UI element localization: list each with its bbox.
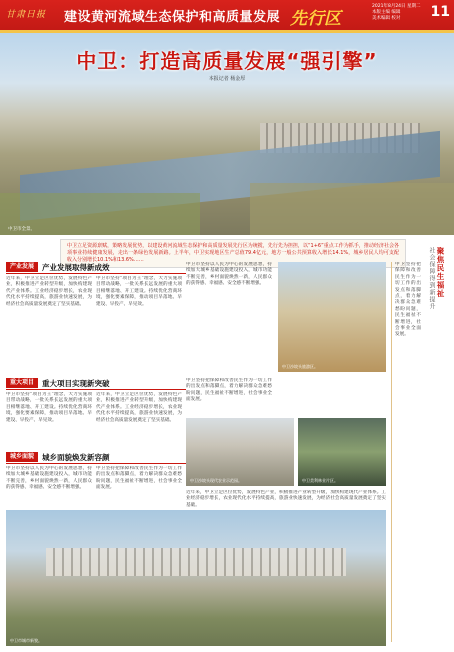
article-column: 中卫市坚持以人民为中心的发展思想，持续加大城乡基础设施建设投入，城市功能不断完善，乡村面貌焕然一新，人民群众的获得感、幸福感、安全感不断增强。	[6, 466, 92, 491]
masthead	[0, 0, 454, 30]
article-column: 近年来，中卫立足区位优势，发展特色产业，积极推进产业转型升级，加快构建现代产业体系。工业经济稳步增长，农业现代化水平持续提高，旅游业快速发展，为经济社会高质量发展奠定了坚实基础。	[96, 392, 182, 423]
side-subheading: 社会保障得到新提升	[428, 247, 435, 310]
section-title: 城乡面貌焕发新容颜	[42, 452, 110, 462]
section-tag: 重大项目	[6, 378, 38, 388]
section-tag: 城乡面貌	[6, 452, 38, 462]
article-column: 中卫市坚持以人民为中心的发展思想，持续加大城乡基础设施建设投入，城市功能不断完善，乡村面貌焕然一新，人民群众的获得感、幸福感、安全感不断增强。	[186, 262, 272, 287]
photo-desert	[278, 262, 386, 372]
photo-forest	[298, 418, 386, 486]
headline: 中卫：打造高质量发展“强引擎”	[76, 49, 378, 73]
section-art-title: 先行区	[290, 9, 341, 29]
section-header	[6, 378, 186, 388]
byline: 本报记者 杨金厚	[208, 76, 246, 82]
section-rule	[6, 389, 186, 390]
edition-meta	[372, 4, 434, 22]
photo-buildings	[46, 548, 346, 576]
edition-designers: 美术编辑 校对	[372, 16, 401, 21]
photo-caption: 中卫美利林业片区。	[302, 478, 338, 483]
section-header	[6, 452, 186, 462]
section-header	[6, 262, 186, 272]
lead-text: 中卫立足资源禀赋，策略发展优势，以建设黄河流域生态保护和高质量发展先行区为统揽，先行先为担担，以“1+6”重点工作为抓手，推动经济社会各项事业持续健康发展，走出一条绿色发展新路。上半年，中卫实现地区生产总值79.4亿元，地方一般公共预算收入增长14.1%，城乡居民人均可支配收入分别增长10.1%和13.6%……	[67, 243, 399, 263]
edition-date: 2021年8月24日 星期二	[372, 4, 421, 9]
hero-photo	[0, 33, 454, 235]
photo-farm	[186, 418, 294, 486]
section-tag: 产业发展	[6, 262, 38, 272]
section-rule	[6, 273, 186, 274]
photo-caption: 中卫沙坡头现代农业示范园。	[190, 478, 242, 483]
section-title: 产业发展取得新成效	[42, 262, 110, 272]
photo-caption: 中卫市全景。	[8, 227, 35, 232]
article-column: 近年来，中卫立足区位优势，发展特色产业，积极推进产业转型升级，加快构建现代产业体系。工业经济稳步增长，农业现代化水平持续提高，旅游业快速发展，为经济社会高质量发展奠定了坚实基础。	[186, 490, 386, 508]
photo-city	[6, 510, 386, 646]
section-banner-title: 建设黄河流域生态保护和高质量发展	[64, 10, 281, 25]
column-divider	[391, 262, 392, 642]
section-rule	[6, 463, 186, 464]
side-column: 中卫坚持把保障和改善民生作为一切工作的出发点和落脚点，着力解决群众急难愁盼问题，民生福祉不断增进，社会事业全面发展。	[395, 262, 421, 338]
side-heading: 聚焦民生福祉	[436, 247, 445, 298]
article-column: 中卫市坚持“项目为王”理念，大力实施项目带动战略，一批关系长远发展的重大项目相继落地、开工建设。持续优化营商环境，强化要素保障，推动项目早落地、早建设、早投产、早见效。	[6, 392, 92, 423]
hero-field	[250, 183, 454, 235]
article-column: 中卫坚持把保障和改善民生作为一切工作的出发点和落脚点，着力解决群众急难愁盼问题，民生福祉不断增进，社会事业全面发展。	[96, 466, 182, 491]
article-column: 中卫坚持把保障和改善民生作为一切工作的出发点和落脚点，着力解决群众急难愁盼问题，民生福祉不断增进，社会事业全面发展。	[186, 378, 272, 403]
article-column: 中卫市坚持“项目为王”理念，大力实施项目带动战略，一批关系长远发展的重大项目相继落地、开工建设。持续优化营商环境，强化要素保障，推动项目早落地、早建设、早投产、早见效。	[96, 276, 182, 307]
page-number: 11	[430, 4, 450, 20]
edition-editors: 本版主编 编辑	[372, 10, 401, 15]
photo-caption: 中卫市城市新貌。	[10, 638, 42, 643]
photo-caption: 中卫沙坡头旅游区。	[282, 364, 318, 369]
article-column: 近年来，中卫立足区位优势，发展特色产业，积极推进产业转型升级，加快构建现代产业体系。工业经济稳步增长，农业现代化水平持续提高，旅游业快速发展，为经济社会高质量发展奠定了坚实基础。	[6, 276, 92, 307]
section-title: 重大项目实现新突破	[42, 378, 110, 388]
paper-name: 甘肃日报	[6, 10, 47, 20]
